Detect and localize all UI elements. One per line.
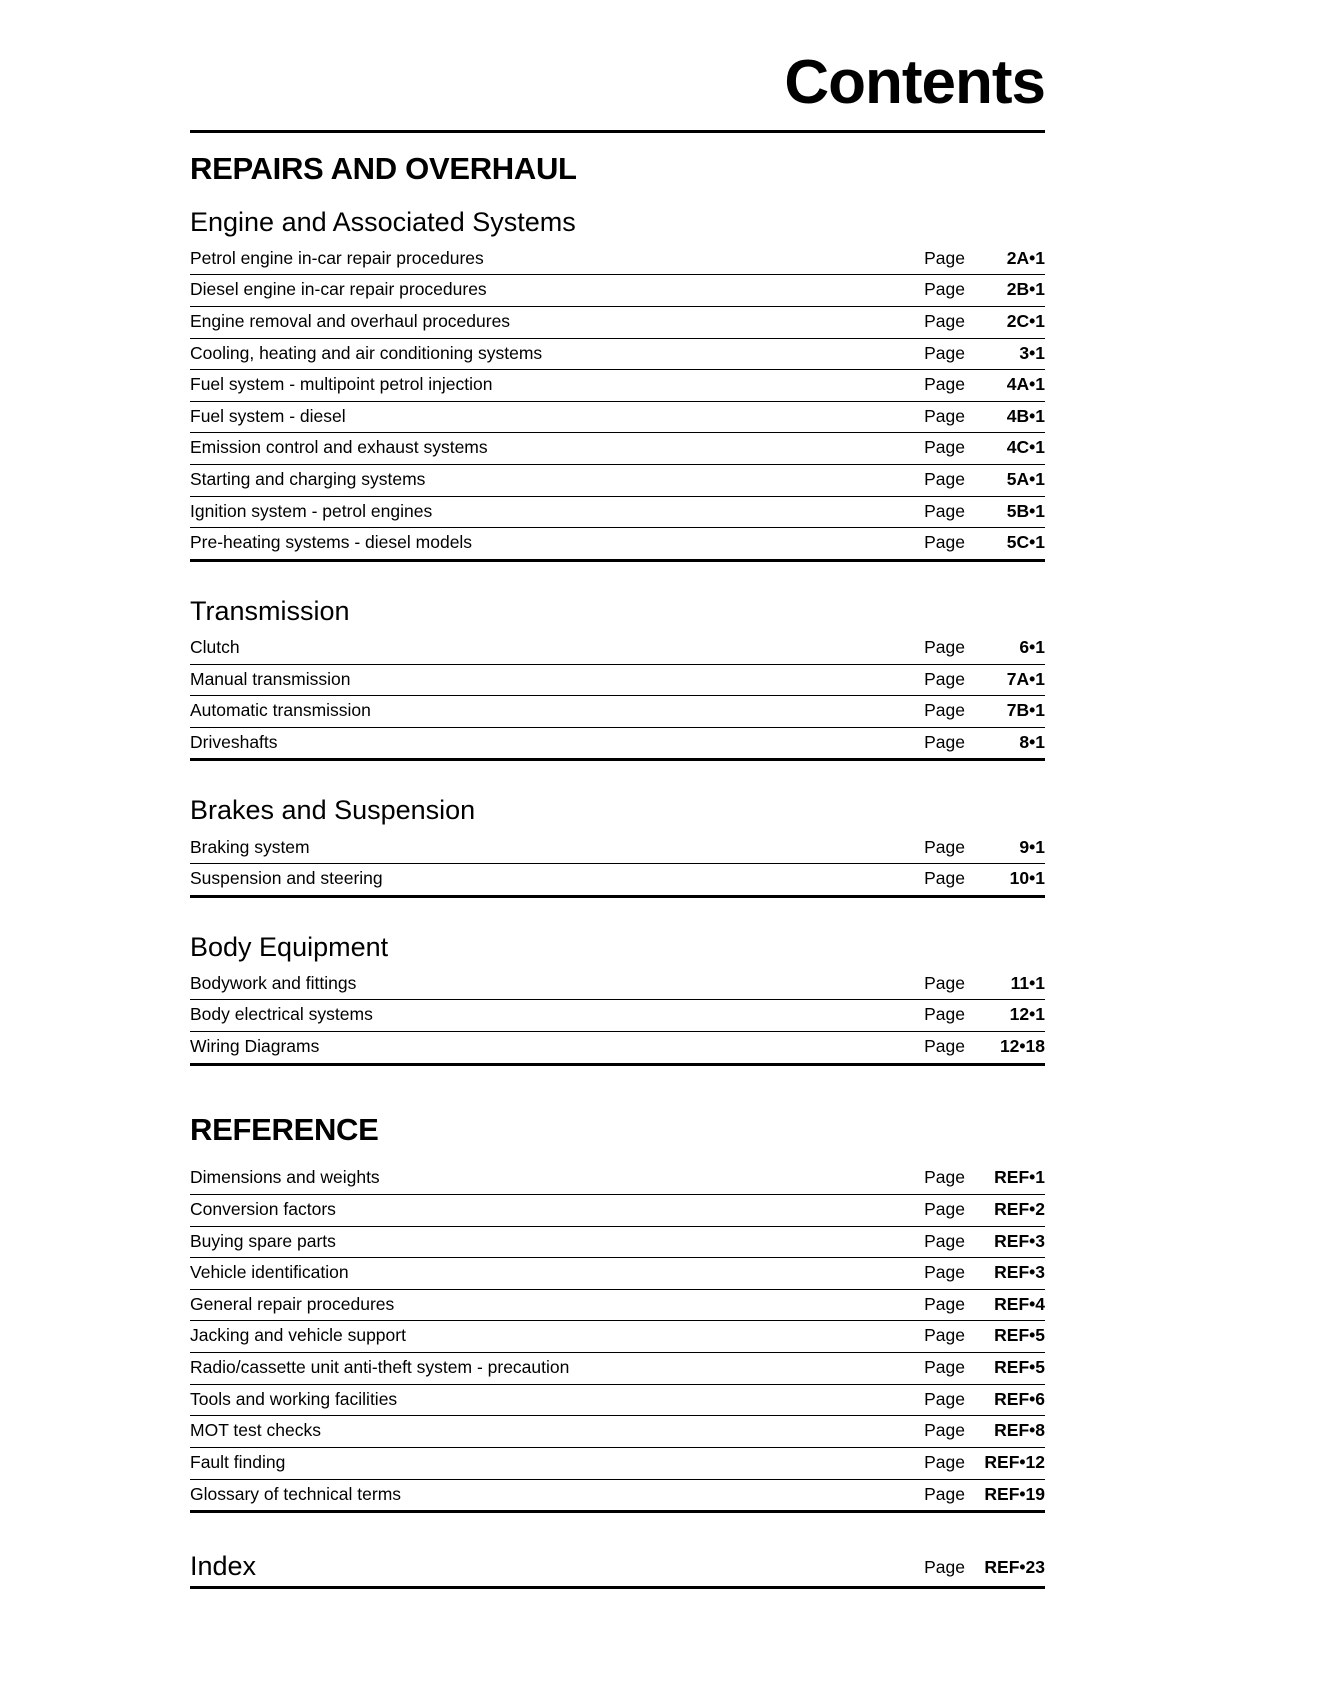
entry-page: [895, 1166, 1045, 1190]
contents-entry[interactable]: [190, 969, 1045, 1001]
entry-page-ref: 4C•1: [1006, 437, 1045, 458]
entry-page-word: Page: [924, 972, 965, 993]
entry-page-word: Page: [924, 310, 965, 331]
entry-title: Diesel engine in-car repair procedures: [190, 279, 487, 300]
entry-page-word: Page: [924, 1451, 965, 1472]
entry-title: Starting and charging systems: [190, 469, 426, 490]
entry-page: [895, 278, 1045, 302]
entry-list: [190, 244, 1045, 562]
section-block: [190, 207, 1045, 562]
section-heading: Body Equipment: [190, 931, 389, 962]
entry-title: Braking system: [190, 836, 310, 857]
entry-title: Pre-heating systems - diesel models: [190, 532, 473, 553]
entry-page-ref: REF•4: [994, 1293, 1045, 1314]
entry-page-ref: REF•3: [994, 1262, 1045, 1283]
contents-entry[interactable]: [190, 244, 1045, 276]
contents-entry[interactable]: [190, 465, 1045, 497]
contents-entry[interactable]: [190, 497, 1045, 529]
entry-title: Buying spare parts: [190, 1230, 336, 1251]
entry-page: [895, 531, 1045, 555]
entry-title: Manual transmission: [190, 668, 351, 689]
section-heading: Brakes and Suspension: [190, 795, 476, 826]
contents-entry[interactable]: [190, 1227, 1045, 1259]
entry-title: Ignition system - petrol engines: [190, 500, 433, 521]
entry-page: [895, 836, 1045, 860]
entry-title: Petrol engine in-car repair procedures: [190, 247, 484, 268]
contents-entry[interactable]: [190, 1321, 1045, 1353]
entry-page-word: Page: [924, 469, 965, 490]
section-heading: Transmission: [190, 595, 350, 626]
entry-page: [895, 668, 1045, 692]
entry-title: Wiring Diagrams: [190, 1036, 320, 1057]
entry-page-word: Page: [924, 836, 965, 857]
entry-page-ref: 2A•1: [1006, 247, 1045, 268]
contents-entry[interactable]: [190, 696, 1045, 728]
part-block: [190, 1112, 1045, 1514]
entry-page-ref: REF•6: [994, 1388, 1045, 1409]
section-heading: Engine and Associated Systems: [190, 206, 576, 237]
contents-entry[interactable]: [190, 433, 1045, 465]
entry-page-word: Page: [924, 532, 965, 553]
entry-page-word: Page: [924, 405, 965, 426]
contents-entry[interactable]: [190, 1163, 1045, 1195]
entry-page-word: Page: [924, 342, 965, 363]
entry-page-word: Page: [924, 636, 965, 657]
entry-page-word: Page: [924, 1262, 965, 1283]
entry-page-word: Page: [924, 1198, 965, 1219]
entry-page-ref: REF•3: [994, 1230, 1045, 1251]
entry-page-ref: REF•19: [984, 1483, 1045, 1504]
entry-page-word: Page: [924, 868, 965, 889]
entry-page: [895, 310, 1045, 334]
contents-entry[interactable]: [190, 1258, 1045, 1290]
entry-page-ref: 12•1: [1009, 1004, 1045, 1025]
entry-page: [895, 1035, 1045, 1059]
entry-page-word: Page: [924, 731, 965, 752]
contents-entry[interactable]: [190, 1448, 1045, 1480]
title-divider: [190, 130, 1045, 133]
contents-entry[interactable]: [190, 307, 1045, 339]
entry-page-ref: 4A•1: [1006, 374, 1045, 395]
contents-entry[interactable]: [190, 528, 1045, 559]
entry-title: Body electrical systems: [190, 1004, 373, 1025]
section-block: [190, 596, 1045, 762]
contents-entry[interactable]: [190, 864, 1045, 895]
entry-page-word: Page: [924, 1388, 965, 1409]
entry-page-ref: 11•1: [1010, 972, 1045, 993]
entry-page: [895, 1419, 1045, 1443]
entry-title: Cooling, heating and air conditioning systems: [190, 342, 543, 363]
entry-list: [190, 633, 1045, 762]
entry-title: MOT test checks: [190, 1420, 321, 1441]
entry-page: [895, 1483, 1045, 1507]
contents-entry[interactable]: [190, 665, 1045, 697]
entry-page-ref: 10•1: [1009, 868, 1045, 889]
entry-title: Tools and working facilities: [190, 1388, 398, 1409]
entry-list: [190, 969, 1045, 1066]
index-block: [190, 1551, 1045, 1589]
contents-container: [190, 0, 1045, 1589]
entry-page-word: Page: [924, 1036, 965, 1057]
entry-list: [190, 1163, 1045, 1513]
entry-title: Clutch: [190, 636, 240, 657]
entry-page: [895, 247, 1045, 271]
entry-page: [895, 342, 1045, 366]
entry-page-word: Page: [924, 279, 965, 300]
entry-page-ref: REF•1: [994, 1167, 1045, 1188]
entry-page-ref: REF•5: [994, 1325, 1045, 1346]
entry-title: Conversion factors: [190, 1198, 336, 1219]
entry-page: [895, 405, 1045, 429]
entry-page-ref: 12•18: [999, 1036, 1045, 1057]
entry-page-word: Page: [924, 1357, 965, 1378]
parts-root: [190, 151, 1045, 1513]
index-label: Index: [190, 1551, 257, 1582]
entry-page-word: Page: [924, 437, 965, 458]
part-heading: REFERENCE: [190, 1111, 379, 1147]
contents-entry[interactable]: [190, 402, 1045, 434]
entry-title: Fuel system - multipoint petrol injection: [190, 374, 493, 395]
entry-page-ref: 4B•1: [1006, 405, 1045, 426]
entry-page-ref: 7B•1: [1006, 700, 1045, 721]
section-block: [190, 932, 1045, 1066]
entry-page: [895, 1356, 1045, 1380]
entry-title: Jacking and vehicle support: [190, 1325, 406, 1346]
contents-entry[interactable]: [190, 1000, 1045, 1032]
entry-page: [895, 468, 1045, 492]
entry-page: [895, 1198, 1045, 1222]
entry-title: Fault finding: [190, 1451, 286, 1472]
entry-page-word: Page: [924, 500, 965, 521]
entry-page: [895, 1230, 1045, 1254]
contents-entry[interactable]: [190, 1290, 1045, 1322]
entry-page-word: Page: [924, 1293, 965, 1314]
entry-page-ref: 7A•1: [1006, 668, 1045, 689]
entry-page-word: Page: [924, 1230, 965, 1251]
section-block: [190, 1163, 1045, 1513]
entry-page-word: Page: [924, 374, 965, 395]
entry-page: [895, 1324, 1045, 1348]
index-row[interactable]: [190, 1551, 1045, 1589]
entry-title: Radio/cassette unit anti-theft system - precaution: [190, 1357, 570, 1378]
entry-page-word: Page: [924, 700, 965, 721]
entry-page: [895, 436, 1045, 460]
contents-entry[interactable]: [190, 1353, 1045, 1385]
section-block: [190, 795, 1045, 897]
entry-title: Bodywork and fittings: [190, 972, 357, 993]
entry-title: Fuel system - diesel: [190, 405, 346, 426]
contents-entry[interactable]: [190, 633, 1045, 665]
entry-page: [895, 1003, 1045, 1027]
entry-title: Automatic transmission: [190, 700, 371, 721]
contents-entry[interactable]: [190, 1416, 1045, 1448]
entry-page: [895, 699, 1045, 723]
entry-page-ref: 3•1: [1019, 342, 1045, 363]
entry-page: [895, 500, 1045, 524]
contents-entry[interactable]: [190, 1195, 1045, 1227]
entry-list: [190, 833, 1045, 898]
entry-page-ref: 8•1: [1019, 731, 1045, 752]
entry-page-ref: 2C•1: [1006, 310, 1045, 331]
entry-page-word: Page: [924, 1420, 965, 1441]
entry-page-ref: REF•2: [994, 1198, 1045, 1219]
entry-page-word: Page: [924, 1004, 965, 1025]
index-page-word: Page: [924, 1557, 965, 1578]
entry-page-ref: REF•8: [994, 1420, 1045, 1441]
entry-title: General repair procedures: [190, 1293, 395, 1314]
entry-page-word: Page: [924, 1167, 965, 1188]
entry-page: [895, 1293, 1045, 1317]
entry-page: [895, 1261, 1045, 1285]
entry-page-ref: 9•1: [1019, 836, 1045, 857]
contents-entry[interactable]: [190, 833, 1045, 865]
entry-page: [895, 636, 1045, 660]
index-page: [895, 1557, 1045, 1582]
contents-entry[interactable]: [190, 275, 1045, 307]
entry-page: [895, 1388, 1045, 1412]
entry-title: Glossary of technical terms: [190, 1483, 402, 1504]
contents-entry[interactable]: [190, 1385, 1045, 1417]
entry-title: Driveshafts: [190, 731, 278, 752]
entry-page-ref: 6•1: [1019, 636, 1045, 657]
entry-page-ref: 5C•1: [1006, 532, 1045, 553]
entry-page-ref: REF•12: [984, 1451, 1045, 1472]
contents-entry[interactable]: [190, 370, 1045, 402]
entry-title: Suspension and steering: [190, 868, 383, 889]
page-title: Contents: [784, 48, 1045, 117]
entry-title: Dimensions and weights: [190, 1167, 380, 1188]
contents-entry[interactable]: [190, 728, 1045, 759]
entry-page-ref: 5A•1: [1006, 469, 1045, 490]
index-page-ref: REF•23: [984, 1557, 1045, 1578]
entry-page-ref: 5B•1: [1006, 500, 1045, 521]
part-heading: REPAIRS AND OVERHAUL: [190, 151, 577, 186]
entry-page-ref: REF•5: [994, 1357, 1045, 1378]
entry-title: Emission control and exhaust systems: [190, 437, 488, 458]
entry-page: [895, 373, 1045, 397]
contents-entry[interactable]: [190, 1480, 1045, 1511]
part-block: [190, 151, 1045, 1066]
entry-page-word: Page: [924, 668, 965, 689]
entry-page-ref: 2B•1: [1006, 279, 1045, 300]
entry-page: [895, 1451, 1045, 1475]
entry-page: [895, 731, 1045, 755]
contents-entry[interactable]: [190, 339, 1045, 371]
entry-page-word: Page: [924, 247, 965, 268]
entry-page: [895, 867, 1045, 891]
entry-title: Vehicle identification: [190, 1262, 349, 1283]
entry-page-word: Page: [924, 1483, 965, 1504]
entry-title: Engine removal and overhaul procedures: [190, 310, 511, 331]
entry-page-word: Page: [924, 1325, 965, 1346]
contents-entry[interactable]: [190, 1032, 1045, 1063]
entry-page: [895, 972, 1045, 996]
